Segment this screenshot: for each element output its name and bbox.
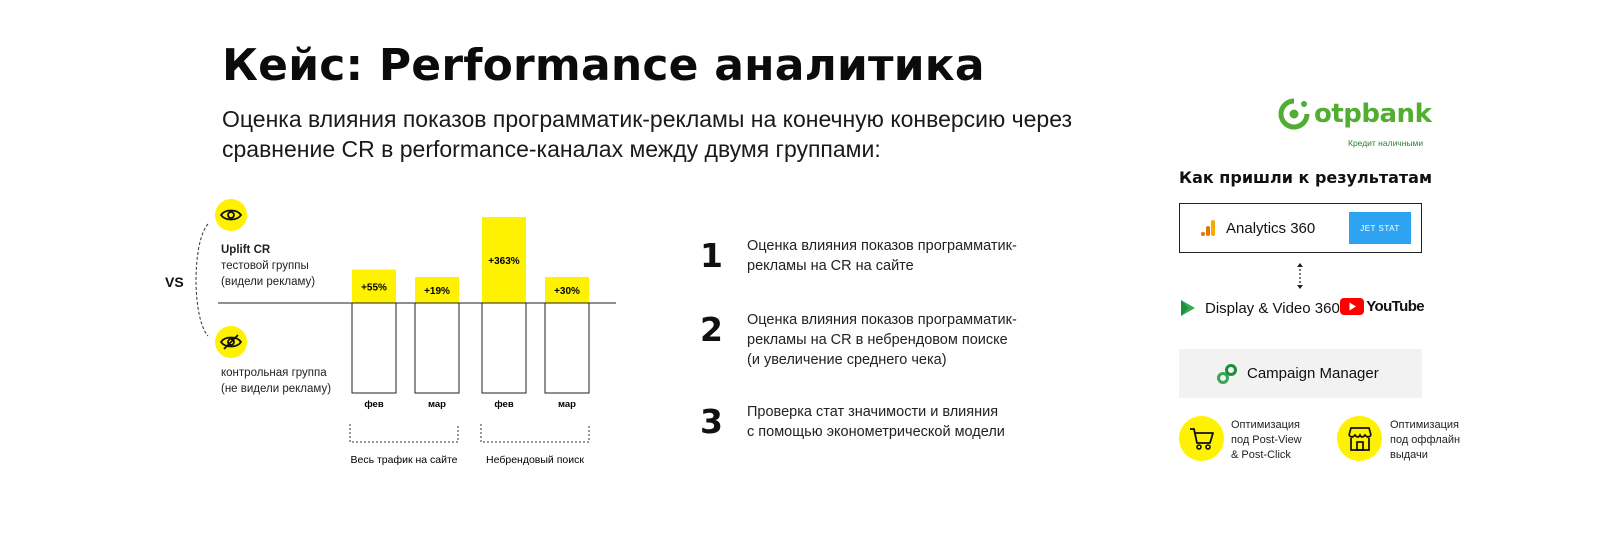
optimization-offline-text: Оптимизация под оффлайн выдачи bbox=[1390, 419, 1461, 461]
jetstat-logo: JET STAT bbox=[1349, 212, 1411, 244]
step-text: Оценка влияния показов программатик- рекламы на CR в небрендовом поиске (и увеличение среднего чека) bbox=[747, 312, 1017, 368]
uplift-heading: Uplift CR bbox=[221, 244, 271, 256]
shopping-cart-icon bbox=[1179, 416, 1224, 461]
step-text: Оценка влияния показов программатик- рекламы на CR на сайте bbox=[747, 238, 1017, 274]
optimization-postview-text: Оптимизация под Post-View & Post-Click bbox=[1231, 419, 1302, 461]
analytics-label: Analytics 360 bbox=[1226, 219, 1316, 237]
step-number: 2 bbox=[700, 310, 723, 349]
dv360-row bbox=[1179, 296, 1424, 320]
youtube-icon bbox=[1340, 298, 1364, 315]
category-label: фев bbox=[494, 399, 514, 410]
step-text: Проверка стат значимости и влияния с помощью эконометрической модели bbox=[747, 404, 1005, 440]
storefront-icon bbox=[1337, 416, 1382, 461]
group-bracket bbox=[350, 424, 458, 442]
category-label: мар bbox=[428, 399, 446, 410]
tools-heading: Как пришли к результатам bbox=[1179, 168, 1433, 187]
page-title: Кейс: Performance аналитика bbox=[222, 40, 985, 91]
group-label: Небрендовый поиск bbox=[486, 454, 584, 466]
step-number: 1 bbox=[700, 236, 723, 275]
group-label: Весь трафик на сайте bbox=[350, 454, 458, 466]
baseline-bar bbox=[482, 303, 526, 393]
youtube-logo bbox=[1340, 298, 1424, 315]
otpbank-wordmark: otpbank bbox=[1314, 99, 1432, 129]
dotted-arrow-icon bbox=[1296, 263, 1304, 289]
bar-value-label: +30% bbox=[554, 286, 580, 297]
campaign-manager-label: Campaign Manager bbox=[1247, 365, 1379, 382]
category-label: мар bbox=[558, 399, 576, 410]
bar-value-label: +19% bbox=[424, 286, 450, 297]
analytics-box bbox=[1179, 203, 1422, 253]
otpbank-tagline: Кредит наличными bbox=[1348, 138, 1424, 148]
category-label: фев bbox=[364, 399, 384, 410]
group-bracket bbox=[481, 424, 589, 442]
google-analytics-icon bbox=[1200, 219, 1216, 237]
step-number: 3 bbox=[700, 402, 723, 441]
baseline-bar bbox=[352, 303, 396, 393]
otpbank-logo bbox=[1278, 98, 1431, 130]
test-group-line1: тестовой группы bbox=[221, 260, 309, 272]
page-subtitle: Оценка влияния показов программатик-рекламы на конечную конверсию через сравнение CR в performance-каналах между двумя группами: bbox=[222, 106, 1073, 162]
baseline-bar bbox=[415, 303, 459, 393]
youtube-wordmark: YouTube bbox=[1366, 298, 1424, 315]
test-group-line2: (видели рекламу) bbox=[221, 276, 316, 288]
control-group-line1: контрольная группа bbox=[221, 367, 327, 379]
display-video-icon bbox=[1179, 298, 1197, 318]
bar-value-label: +55% bbox=[361, 282, 387, 294]
baseline-bar bbox=[545, 303, 589, 393]
uplift-bar-chart bbox=[0, 0, 700, 533]
dv360-label: Display & Video 360 bbox=[1205, 299, 1340, 317]
vs-label: VS bbox=[165, 274, 184, 290]
control-group-line2: (не видели рекламу) bbox=[221, 383, 332, 395]
campaign-manager-box bbox=[1179, 349, 1422, 398]
otpbank-mark-icon bbox=[1278, 98, 1310, 130]
bar-value-label: +363% bbox=[488, 256, 520, 267]
campaign-manager-icon bbox=[1217, 364, 1237, 384]
